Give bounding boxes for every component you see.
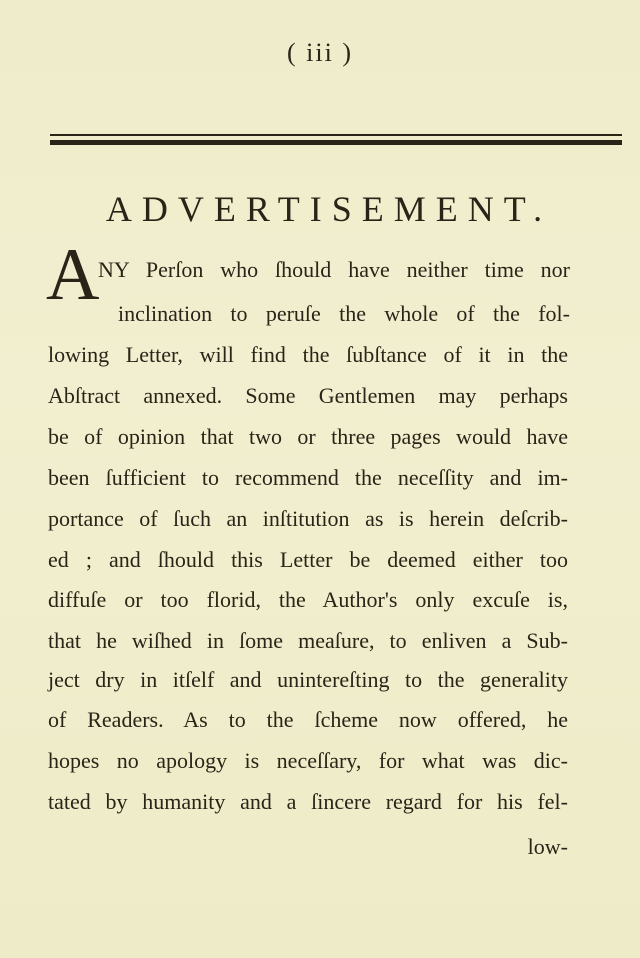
text-line: been ſufficient to recommend the neceſſity and im- [48,465,568,490]
text-line: portance of ſuch an inſtitution as is herein deſcrib- [48,506,568,531]
text-line: be of opinion that two or three pages would have [48,424,568,449]
text-line: tated by humanity and a ſincere regard for his fel- [48,789,568,814]
section-heading: ADVERTISEMENT. [105,189,553,229]
catchword: low- [527,834,568,859]
header-rule-thin [50,134,622,136]
header-rule-thick [50,140,622,145]
text-line: ed ; and ſhould this Letter be deemed either too [48,547,568,572]
text-line: of Readers. As to the ſcheme now offered, he [48,707,568,732]
page-number: ( iii ) [287,38,353,67]
text-line: hopes no apology is neceſſary, for what was dic- [48,748,568,773]
text-line: inclination to peruſe the whole of the fol- [118,301,570,326]
text-line: Abſtract annexed. Some Gentlemen may perhaps [48,383,568,408]
text-line: diffuſe or too florid, the Author's only excuſe is, [48,587,568,612]
drop-cap: A [46,234,100,316]
text-line: NY Perſon who ſhould have neither time nor [98,257,570,282]
text-line: lowing Letter, will find the ſubſtance of it in the [48,342,568,367]
text-line: ject dry in itſelf and unintereſting to the generality [48,667,568,692]
text-line: that he wiſhed in ſome meaſure, to enliven a Sub- [48,628,568,653]
